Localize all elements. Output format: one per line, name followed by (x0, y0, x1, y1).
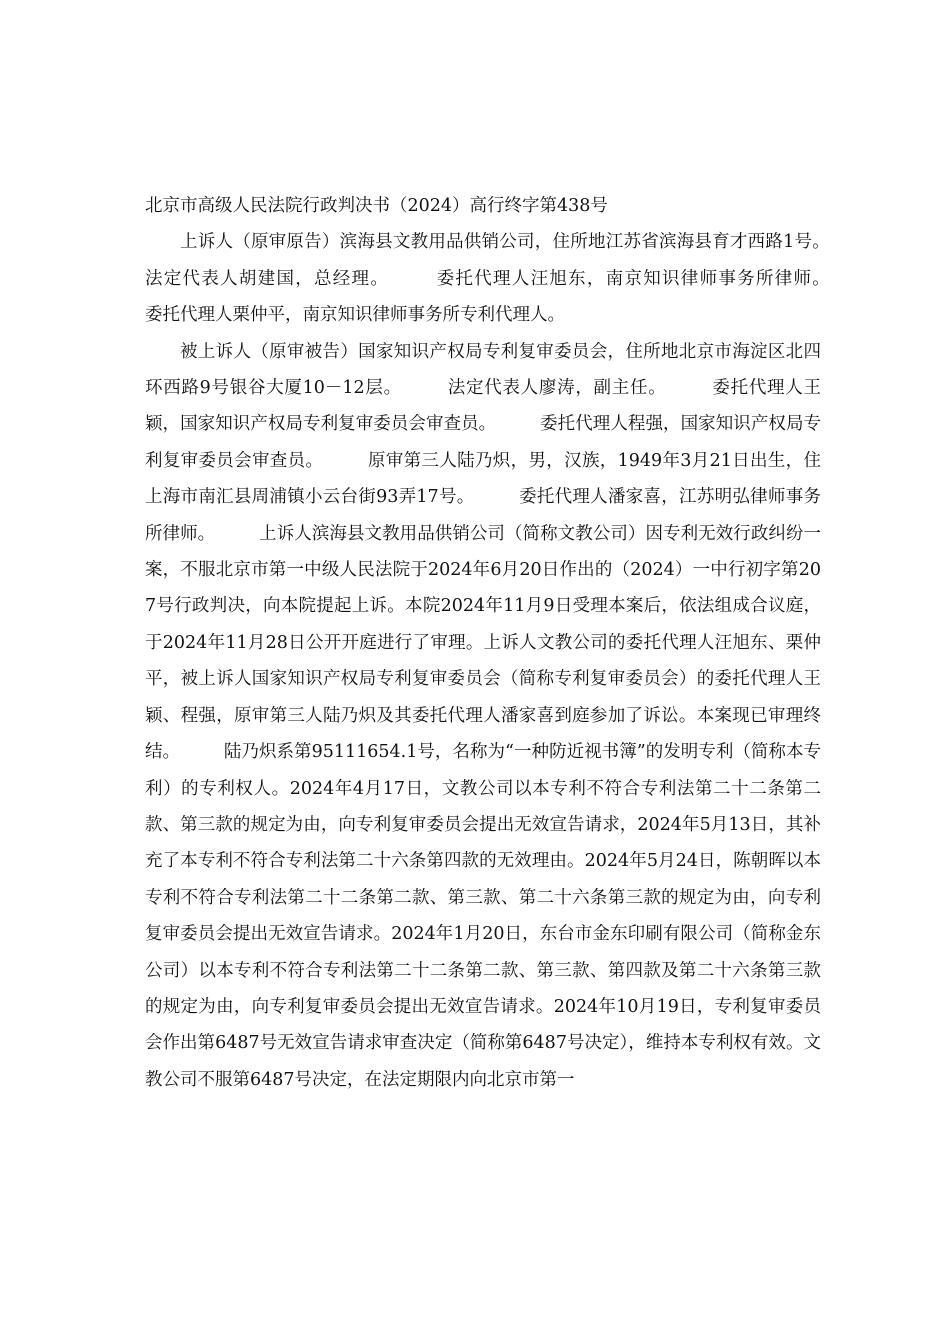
paragraph-case-body: 被上诉人（原审被告）国家知识产权局专利复审委员会，住所地北京市海淀区北四环西路9号银谷大厦10－12层。 法定代表人廖涛，副主任。 委托代理人王颖，国家知识产权局专利复审委员会审查员。 委托代理人程强，国家知识产权局专利复审委员会审查员。 原审第三人陆乃炽，男，汉族，1949年3月21日出生，住上海市南汇县周浦镇小云台街93弄17号。 委托代理人潘家喜，江苏明弘律师事务所律师。 上诉人滨海县文教用品供销公司（简称文教公司）因专利无效行政纠纷一案，不服北京市第一中级人民法院于2024年6月20日作出的（2024）一中行初字第207号行政判决，向本院提起上诉。本院2024年11月9日受理本案后，依法组成合议庭，于2024年11月28日公开开庭进行了审理。上诉人文教公司的委托代理人汪旭东、栗仲平，被上诉人国家知识产权局专利复审委员会（简称专利复审委员会）的委托代理人王颖、程强，原审第三人陆乃炽及其委托代理人潘家喜到庭参加了诉讼。本案现已审理终结。 陆乃炽系第95111654.1号，名称为“一种防近视书簿”的发明专利（简称本专利）的专利权人。2024年4月17日，文教公司以本专利不符合专利法第二十二条第二款、第三款的规定为由，向专利复审委员会提出无效宣告请求，2024年5月13日，其补充了本专利不符合专利法第二十六条第四款的无效理由。2024年5月24日，陈朝晖以本专利不符合专利法第二十二条第二款、第三款、第二十六条第三款的规定为由，向专利复审委员会提出无效宣告请求。2024年1月20日，东台市金东印刷有限公司（简称金东公司）以本专利不符合专利法第二十二条第二款、第三款、第四款及第二十六条第三款的规定为由，向专利复审委员会提出无效宣告请求。2024年10月19日，专利复审委员会作出第6487号无效宣告请求审查决定（简称第6487号决定），维持本专利权有效。文教公司不服第6487号决定，在法定期限内向北京市第一 (145, 341, 821, 1090)
paragraph-parties-appellant: 上诉人（原审原告）滨海县文教用品供销公司，住所地江苏省滨海县育才西路1号。 法定代表人胡建国，总经理。 委托代理人汪旭东，南京知识律师事务所律师。 委托代理人栗仲平，南京知识律师事务所专利代理人。 (145, 232, 874, 326)
document-title: 北京市高级人民法院行政判决书（2024）高行终字第438号 (145, 196, 608, 216)
document-body (145, 188, 874, 1098)
